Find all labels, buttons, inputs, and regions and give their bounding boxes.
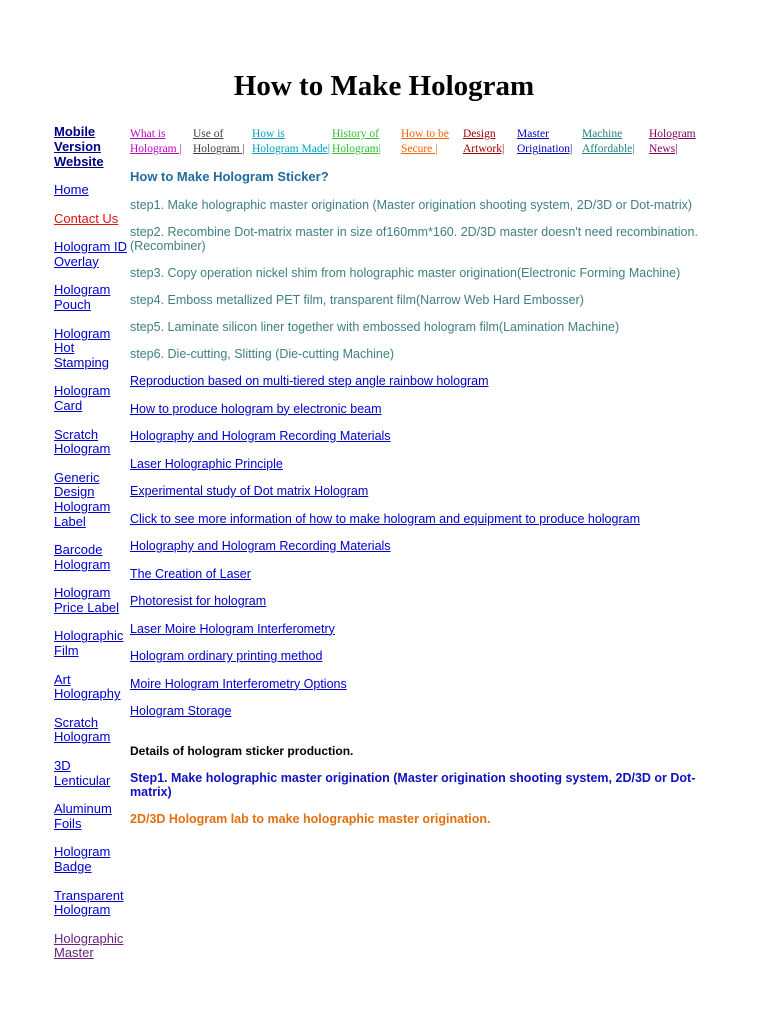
topnav-link-line1: History of: [332, 128, 379, 140]
topnav-link-line2: Hologram |: [130, 143, 182, 155]
step-text: step1. Make holographic master origination (Master origination shooting system, 2D/3D or Dot-matrix): [130, 198, 693, 212]
top-nav: [0, 127, 768, 159]
topnav-link-line1: What is: [130, 128, 166, 140]
topnav-link-line1: Master: [517, 128, 549, 140]
related-link[interactable]: Photoresist for hologram: [130, 594, 267, 608]
sidebar-item[interactable]: Hologram Hot Stamping: [54, 325, 111, 370]
topnav-link-line2: Artwork|: [463, 143, 505, 155]
topnav-link-line2: Hologram |: [193, 143, 245, 155]
sidebar-item[interactable]: Contact Us: [54, 210, 119, 226]
related-link[interactable]: Reproduction based on multi-tiered step angle rainbow hologram: [130, 374, 489, 388]
sidebar-nav: [54, 124, 130, 975]
step-text: step4. Emboss metallized PET film, transparent film(Narrow Web Hard Embosser): [130, 293, 584, 307]
topnav-link[interactable]: [649, 127, 696, 157]
section-heading: How to Make Hologram Sticker?: [130, 169, 329, 184]
related-link[interactable]: Click to see more information of how to make hologram and equipment to produce hologram: [130, 511, 640, 526]
topnav-link-line1: Hologram: [649, 128, 696, 140]
topnav-link-line1: Use of: [193, 128, 224, 140]
related-link[interactable]: Holography and Hologram Recording Materials: [130, 429, 391, 443]
topnav-link[interactable]: [130, 127, 182, 157]
topnav-link[interactable]: [463, 127, 504, 157]
topnav-link[interactable]: [332, 127, 381, 157]
sidebar-item[interactable]: Scratch Hologram: [54, 426, 111, 457]
details-heading: Details of hologram sticker production.: [130, 744, 354, 758]
topnav-link[interactable]: [401, 127, 449, 157]
lab-text: 2D/3D Hologram lab to make holographic master origination.: [130, 812, 491, 826]
topnav-link[interactable]: [252, 127, 330, 157]
related-link[interactable]: Hologram Storage: [130, 704, 232, 718]
related-link[interactable]: Laser Moire Hologram Interferometry: [130, 621, 335, 636]
step-text: step6. Die-cutting, Slitting (Die-cutting Machine): [130, 347, 395, 361]
sidebar-item[interactable]: Barcode Hologram: [54, 542, 111, 572]
topnav-link-line2: Affordable|: [582, 143, 635, 155]
sidebar-item[interactable]: Holographic Master: [54, 930, 124, 961]
sidebar-item[interactable]: Hologram Price Label: [54, 585, 120, 615]
page-title: How to Make Hologram: [233, 70, 535, 102]
topnav-link[interactable]: [517, 127, 572, 157]
sidebar-item[interactable]: Home: [54, 182, 89, 197]
related-link[interactable]: Experimental study of Dot matrix Hologram: [130, 484, 369, 498]
sidebar-item[interactable]: Holographic Film: [54, 628, 124, 659]
topnav-link-line2: Origination|: [517, 143, 573, 155]
topnav-link-line2: News|: [649, 143, 678, 155]
step-text: step3. Copy operation nickel shim from holographic master origination(Electronic Forming Machine): [130, 266, 681, 280]
step-text: step5. Laminate silicon liner together with embossed hologram film(Lamination Machine): [130, 320, 620, 334]
related-link[interactable]: Hologram ordinary printing method: [130, 649, 323, 663]
mobile-version-link[interactable]: Mobile Version Website: [54, 124, 104, 169]
step1-bold-text: Step1. Make holographic master origination (Master origination shooting system, 2D/3D or Dot-matrix): [130, 771, 696, 799]
steps-list: [130, 198, 710, 361]
related-links: [130, 374, 710, 718]
sidebar-item[interactable]: Transparent Hologram: [54, 887, 124, 918]
sidebar-item[interactable]: Hologram Badge: [54, 844, 111, 874]
sidebar-item[interactable]: Art Holography: [54, 671, 121, 702]
related-link[interactable]: Laser Holographic Principle: [130, 456, 283, 471]
topnav-link-line2: Hologram|: [332, 143, 381, 155]
topnav-link[interactable]: [582, 127, 635, 157]
topnav-link-line1: Machine: [582, 128, 623, 140]
step-text: step2. Recombine Dot-matrix master in size of160mm*160. 2D/3D master doesn't need recombination. (Recombiner): [130, 225, 698, 253]
related-link[interactable]: Holography and Hologram Recording Materials: [130, 539, 391, 553]
sidebar-item[interactable]: Hologram Pouch: [54, 282, 111, 312]
related-link[interactable]: The Creation of Laser: [130, 566, 251, 581]
sidebar-item[interactable]: Hologram Card: [54, 383, 111, 413]
topnav-link-line2: Hologram Made|: [252, 143, 330, 155]
related-link[interactable]: Moire Hologram Interferometry Options: [130, 676, 347, 691]
topnav-link-line1: Design: [463, 128, 496, 140]
sidebar-item[interactable]: Aluminum Foils: [54, 801, 112, 831]
sidebar-item[interactable]: Generic Design Hologram Label: [54, 469, 111, 529]
sidebar-item[interactable]: Hologram ID Overlay: [54, 239, 127, 269]
topnav-link[interactable]: [193, 127, 245, 157]
topnav-link-line1: How is: [252, 128, 285, 140]
main-content: [130, 168, 710, 826]
related-link[interactable]: How to produce hologram by electronic beam: [130, 401, 382, 416]
sidebar-item[interactable]: Scratch Hologram: [54, 714, 111, 745]
sidebar-item[interactable]: 3D Lenticular: [54, 758, 111, 788]
topnav-link-line2: Secure |: [401, 143, 438, 155]
topnav-link-line1: How to be: [401, 128, 449, 140]
